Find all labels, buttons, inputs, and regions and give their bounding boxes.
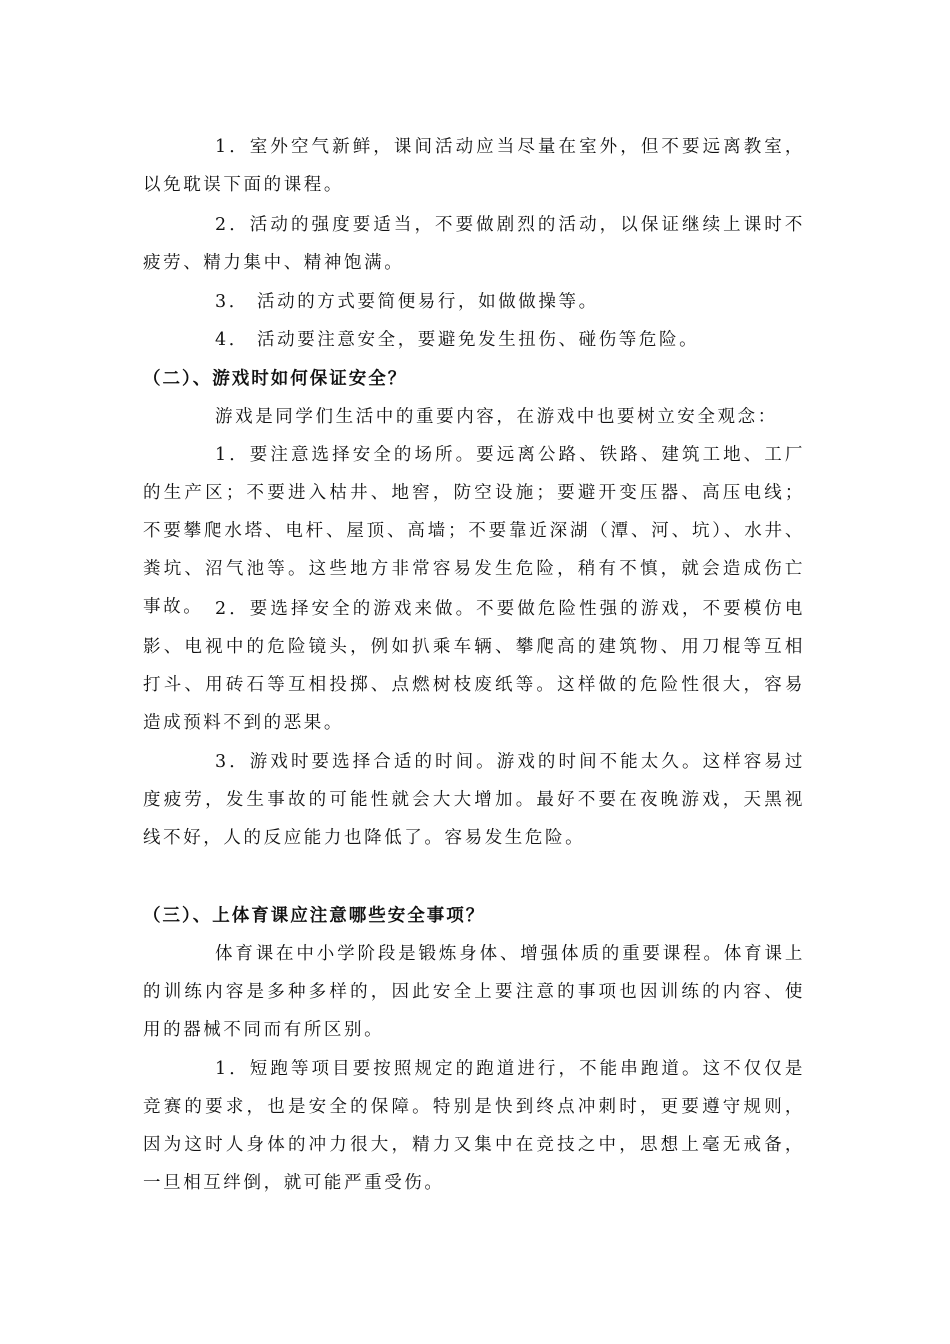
games-tip-1: 1．要注意选择安全的场所。要远离公路、铁路、建筑工地、工厂的生产区；不要进入枯井、地窖，防空设施；要避开变压器、高压电线；不要攀爬水塔、电杆、屋顶、高墙；不要靠近深湖（潭、河、坑）、水井、粪坑、沼气池等。这些地方非常容易发生危险，稍有不慎，就会造成伤亡事故。 bbox=[143, 445, 805, 617]
activity-tip-3: 3． 活动的方式要简便易行，如做做操等。 bbox=[215, 292, 599, 312]
activity-tip-1: 1．室外空气新鲜，课间活动应当尽量在室外，但不要远离教室，以免耽误下面的课程。 bbox=[143, 137, 805, 195]
activity-tip-2: 2．活动的强度要适当，不要做剧烈的活动，以保证继续上课时不疲劳、精力集中、精神饱满。 bbox=[143, 215, 805, 273]
activity-tip-4: 4． 活动要注意安全，要避免发生扭伤、碰伤等危险。 bbox=[215, 330, 700, 350]
pe-class-intro: 体育课在中小学阶段是锻炼身体、增强体质的重要课程。体育课上的训练内容是多种多样的，因此安全上要注意的事项也因训练的内容、使用的器械不同而有所区别。 bbox=[143, 944, 805, 1040]
games-tip-3: 3．游戏时要选择合适的时间。游戏的时间不能太久。这样容易过度疲劳，发生事故的可能性就会大大增加。最好不要在夜晚游戏，天黑视线不好，人的反应能力也降低了。容易发生危险。 bbox=[143, 752, 805, 848]
pe-class-tip-1: 1．短跑等项目要按照规定的跑道进行，不能串跑道。这不仅仅是竞赛的要求，也是安全的保障。特别是快到终点冲刺时，更要遵守规则，因为这时人身体的冲力很大，精力又集中在竞技之中，思想上毫无戒备，一旦相互绊倒，就可能严重受伤。 bbox=[143, 1059, 805, 1193]
section-heading-pe-class: （三）、上体育课应注意哪些安全事项？ bbox=[143, 906, 486, 926]
games-tip-2: 2．要选择安全的游戏来做。不要做危险性强的游戏，不要模仿电影、电视中的危险镜头，例如扒乘车辆、攀爬高的建筑物、用刀棍等互相打斗、用砖石等互相投掷、点燃树枝废纸等。这样做的危险性很大，容易造成预料不到的恶果。 bbox=[143, 599, 805, 733]
games-intro: 游戏是同学们生活中的重要内容，在游戏中也要树立安全观念： bbox=[215, 407, 778, 427]
section-heading-games: （二）、游戏时如何保证安全？ bbox=[143, 369, 408, 389]
